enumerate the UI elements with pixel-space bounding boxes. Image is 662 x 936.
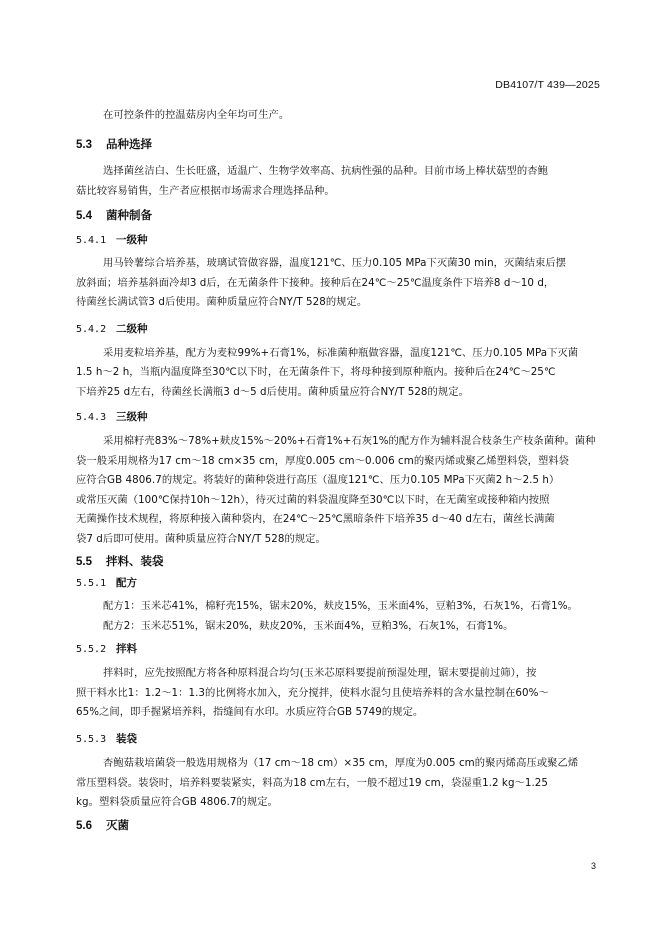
paragraph-line: kg。塑料袋质量应符合GB 4806.7的规定。 xyxy=(76,796,278,808)
paragraph-line: 采用麦粒培养基，配方为麦粒99%+石膏1%，标准菌种瓶做容器，温度121℃、压力0.105 MPa下灭菌 xyxy=(103,347,579,359)
heading-title: 拌料、装袋 xyxy=(106,554,164,568)
heading-title: 配方 xyxy=(116,577,137,589)
heading-5-5-1 xyxy=(76,575,137,590)
paragraph-line: 放斜面；培养基斜面冷却3 d后，在无菌条件下接种。接种后在24℃～25℃温度条件下培养8 d～10 d， xyxy=(76,277,555,289)
paragraph-line: 用马铃薯综合培养基，玻璃试管做容器，温度121℃、压力0.105 MPa下灭菌30 min，灭菌结束后摆 xyxy=(103,257,567,269)
paragraph-line: 待菌丝长满试管3 d后使用。菌种质量应符合NY/T 528的规定。 xyxy=(76,296,368,308)
paragraph-line: 拌料时，应先按照配方将各种原料混合均匀(玉米芯原料要提前预湿处理，锯末要提前过筛），按 xyxy=(103,667,537,679)
heading-title: 三级种 xyxy=(116,411,148,423)
paragraph-line: 袋7 d后即可使用。菌种质量应符合NY/T 528的规定。 xyxy=(76,533,326,545)
paragraph-line: 常压塑料袋。装袋时，培养料要装紧实，料高为18 cm左右，一般不超过19 cm，袋湿重1.2 kg～1.25 xyxy=(76,777,549,789)
heading-title: 一级种 xyxy=(116,234,148,246)
paragraph-line: 照干料水比1：1.2～1：1.3的比例将水加入，充分搅拌，使料水混匀且使培养料的含水量控制在60%～ xyxy=(76,687,549,699)
heading-title: 拌料 xyxy=(116,643,137,655)
heading-number: 5.5 xyxy=(76,556,92,568)
heading-number: 5.5.2 xyxy=(76,644,107,655)
heading-5-4-3 xyxy=(76,409,148,424)
heading-5-4 xyxy=(76,207,152,223)
heading-number: 5.5.3 xyxy=(76,734,107,745)
heading-number: 5.5.1 xyxy=(76,578,107,589)
heading-5-4-2 xyxy=(76,321,148,336)
paragraph-line: 无菌操作技术规程，将原种接入菌种袋内，在24℃～25℃黑暗条件下培养35 d～40 d左右，菌丝长满菌 xyxy=(76,513,555,525)
heading-title: 品种选择 xyxy=(106,137,152,151)
heading-5-4-1 xyxy=(76,232,148,247)
paragraph-line: 采用棉籽壳83%～78%+麸皮15%～20%+石膏1%+石灰1%的配方作为辅料混合枝条生产枝条菌种。菌种 xyxy=(103,435,596,447)
heading-number: 5.4.1 xyxy=(76,235,107,246)
intro-text: 在可控条件的控温菇房内全年均可生产。 xyxy=(103,109,290,121)
paragraph-line: 菇比较容易销售，生产者应根据市场需求合理选择品种。 xyxy=(76,185,335,197)
formula-line: 配方1：玉米芯41%，棉籽壳15%，锯末20%，麸皮15%，玉米面4%，豆粕3%，石灰1%，石膏1%。 xyxy=(103,600,578,612)
heading-5-5-2 xyxy=(76,641,137,656)
heading-number: 5.4 xyxy=(76,210,92,222)
heading-5-5 xyxy=(76,553,164,569)
heading-5-3 xyxy=(76,136,152,152)
heading-title: 二级种 xyxy=(116,323,148,335)
heading-title: 灭菌 xyxy=(106,818,129,832)
heading-5-5-3 xyxy=(76,731,137,746)
page-number: 3 xyxy=(590,861,596,871)
heading-number: 5.3 xyxy=(76,139,92,151)
heading-number: 5.4.2 xyxy=(76,324,107,335)
heading-number: 5.6 xyxy=(76,820,92,832)
heading-number: 5.4.3 xyxy=(76,412,107,423)
heading-title: 装袋 xyxy=(116,733,137,745)
paragraph-line: 65%之间，即手握紧培养料，指缝间有水印。水质应符合GB 5749的规定。 xyxy=(76,706,424,718)
paragraph-line: 选择菌丝洁白、生长旺盛，适温广、生物学效率高、抗病性强的品种。目前市场上棒状菇型的杏鲍 xyxy=(103,165,548,177)
paragraph-line: 袋一般采用规格为17 cm～18 cm×35 cm，厚度0.005 cm～0.006 cm的聚丙烯或聚乙烯塑料袋，塑料袋 xyxy=(76,455,570,467)
formula-line: 配方2：玉米芯51%，锯末20%，麸皮20%，玉米面4%，豆粕3%，石灰1%，石膏1%。 xyxy=(103,620,514,632)
heading-5-6 xyxy=(76,817,129,833)
paragraph-line: 下培养25 d左右，待菌丝长满瓶3 d～5 d后使用。菌种质量应符合NY/T 528的规定。 xyxy=(76,386,469,398)
paragraph-line: 1.5 h～2 h，当瓶内温度降至30℃以下时，在无菌条件下，将母种接到原种瓶内。接种后在24℃～25℃ xyxy=(76,366,556,378)
paragraph-line: 或常压灭菌（100℃保持10h～12h），待灭过菌的料袋温度降至30℃以下时，在无菌室或接种箱内按照 xyxy=(76,494,550,506)
paragraph-line: 应符合GB 4806.7的规定。将装好的菌种袋进行高压（温度121℃、压力0.105 MPa下灭菌2 h～2.5 h） xyxy=(76,474,560,486)
heading-title: 菌种制备 xyxy=(106,208,152,222)
paragraph-line: 杏鲍菇栽培菌袋一般选用规格为（17 cm～18 cm）×35 cm，厚度为0.005 cm的聚丙烯高压或聚乙烯 xyxy=(103,757,579,769)
document-code: DB4107/T 439—2025 xyxy=(495,79,600,91)
